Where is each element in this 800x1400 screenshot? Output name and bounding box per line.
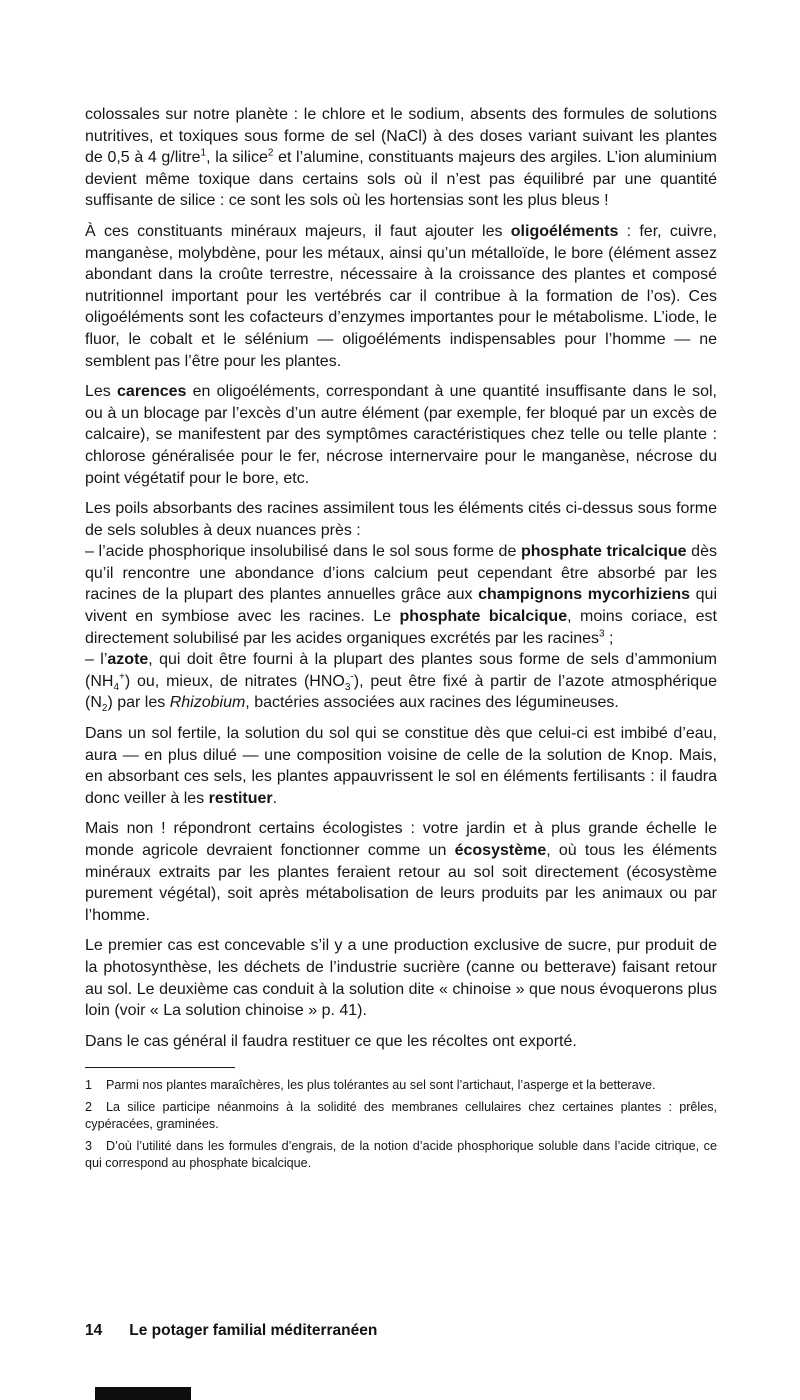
paragraph-1: colossales sur notre planète : le chlore et le sodium, absents des formules de solutions nutritives, et toxiques sous forme de sel (NaCl) à des doses variant suivant les plantes de 0,5 à 4 g/litre$^1$, la silice$^2$ et l’alumine, constituants majeurs des argiles. L’ion aluminium devient même toxique dans certains sols où il n’est pas équilibré par une quantité suffisante de silice : ce sont les sols où les hortensias sont les plus bleus ! <box>85 106 717 210</box>
paragraph-5: Dans un sol fertile, la solution du sol qui se constitue dès que celui-ci est imbibé d’eau, aura — en plus dilué — une composition voisine de celle de la solution de Knop. Mais, en absorbant ces sels, les plantes appauvrissent le sol en éléments fertilisants : il faudra donc veiller à les restituer. <box>85 725 717 807</box>
paragraph-4-intro: Les poils absorbants des racines assimilent tous les éléments cités ci-dessus sous forme de sels solubles à deux nuances près : <box>85 500 717 539</box>
footnote-text: La silice participe néanmoins à la solidité des membranes cellulaires chez certaines plantes : prêles, cypéracées, graminées. <box>85 1100 717 1132</box>
footnote-3 <box>85 1138 717 1172</box>
paragraph-4-item-1: – l’acide phosphorique insolubilisé dans le sol sous forme de phosphate tricalcique dès qu’il rencontre une abondance d’ions calcium peut cependant être absorbé par les racines de la plupart des plantes annuelles grâce aux champignons mycorhiziens qui vivent en symbiose avec les racines. Le phosphate bicalcique, moins coriace, est directement solubilisé par les acides organiques excrétés par les racines$^3$ ; <box>85 543 718 647</box>
footnote-1 <box>85 1077 717 1094</box>
paragraph-8: Dans le cas général il faudra restituer ce que les récoltes ont exporté. <box>85 1032 577 1050</box>
footnote-text: D’où l’utilité dans les formules d’engrais, de la notion d’acide phosphorique soluble dans l’acide citrique, ce qui correspond au phosphate bicalcique. <box>85 1139 717 1171</box>
book-title: Le potager familial méditerranéen <box>129 1322 378 1339</box>
paragraph-3: Les carences en oligoéléments, correspondant à une quantité insuffisante dans le sol, ou à un blocage par l’excès d’un autre élément (par exemple, fer bloqué par un excès de calcaire), se manifestent par des symptômes caractéristiques chez telle ou telle plante : chlorose généralisée pour le fer, nécrose internervaire pour le manganèse, nécrose du point végétatif pour le bore, etc. <box>85 383 717 487</box>
footnotes <box>85 1077 717 1172</box>
body-text <box>85 104 717 1052</box>
paragraph-6: Mais non ! répondront certains écologistes : votre jardin et à plus grande échelle le monde agricole devraient fonctionner comme un écosystème, où tous les éléments minéraux extraits par les plantes feraient retour au sol soit directement (écosystème purement végétal), soit après métabolisation de leurs produits par les animaux ou par l’homme. <box>85 820 718 924</box>
footnote-number: 1 <box>85 1078 93 1093</box>
footnote-number: 3 <box>85 1139 93 1154</box>
page-footer <box>85 1322 377 1340</box>
footnote-2 <box>85 1099 717 1133</box>
footnote-number: 2 <box>85 1100 93 1115</box>
paragraph-4-item-2: – l’azote, qui doit être fourni à la plupart des plantes sous forme de sels d’ammonium $(NH_4^+)$ ou, mieux, de nitrates $(HNO_3^-)$, peut être fixé à partir de l’azote atmosphérique $(N_2)$ par les Rhizobium, bactéries associées aux racines des légumineuses. <box>85 651 718 715</box>
paragraph-7: Le premier cas est concevable s’il y a une production exclusive de sucre, pur produit de la photosynthèse, les déchets de l’industrie sucrière (canne ou betterave) faisant retour au sol. Le deuxième cas conduit à la solution dite « chinoise » que nous évoquerons plus loin (voir « La solution chinoise » p. 41). <box>85 937 717 1020</box>
footnote-separator <box>85 1067 235 1068</box>
paragraph-2: À ces constituants minéraux majeurs, il faut ajouter les oligoéléments : fer, cuivre, manganèse, molybdène, pour les métaux, ainsi qu’un métalloïde, le bore (élément assez abondant dans la croûte terrestre, nécessaire à la croissance des plantes et composé nutritionnel important pour les vertébrés car il contribue à la formation de l’os). Ces oligoéléments sont les cofacteurs d’enzymes importantes pour le métabolisme. L’iode, le fluor, le cobalt et le sélénium — oligoéléments indispensables pour l’homme — ne semblent pas l’être pour les plantes. <box>85 222 717 370</box>
scan-artifact <box>95 1387 191 1400</box>
page-number: 14 <box>85 1322 103 1339</box>
footnote-text: Parmi nos plantes maraîchères, les plus tolérantes au sel sont l’artichaut, l’asperge et la betterave. <box>106 1078 656 1093</box>
